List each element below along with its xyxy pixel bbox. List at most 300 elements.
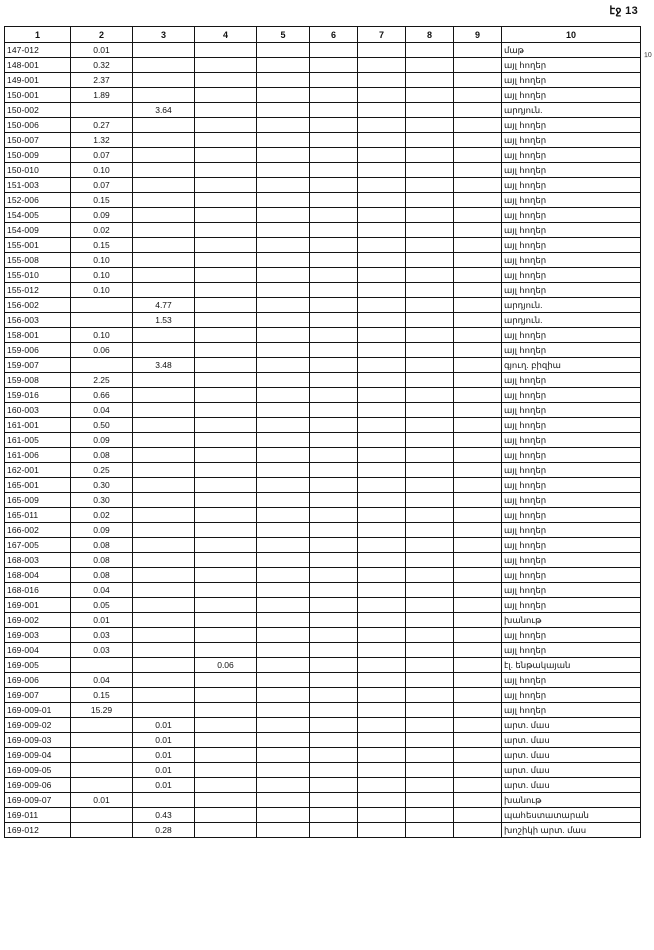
cell-value-col3 xyxy=(133,508,195,523)
cell-value-col9 xyxy=(454,253,502,268)
cell-value-col9 xyxy=(454,613,502,628)
cell-land-use: այլ հողեր xyxy=(502,523,641,538)
cell-parcel-code: 156-003 xyxy=(5,313,71,328)
cell-value-col2: 0.32 xyxy=(71,58,133,73)
cell-value-col2: 0.27 xyxy=(71,118,133,133)
cell-value-col4 xyxy=(195,688,257,703)
cell-value-col3 xyxy=(133,583,195,598)
cell-value-col2: 0.08 xyxy=(71,538,133,553)
cell-value-col4 xyxy=(195,523,257,538)
cell-value-col6 xyxy=(310,328,358,343)
cell-value-col9 xyxy=(454,133,502,148)
table-row xyxy=(5,553,641,568)
cell-value-col8 xyxy=(406,73,454,88)
cell-value-col8 xyxy=(406,793,454,808)
cell-parcel-code: 159-007 xyxy=(5,358,71,373)
cell-value-col4 xyxy=(195,328,257,343)
cell-value-col4 xyxy=(195,118,257,133)
table-row xyxy=(5,73,641,88)
cell-value-col3 xyxy=(133,688,195,703)
cell-value-col4 xyxy=(195,538,257,553)
cell-value-col7 xyxy=(358,358,406,373)
table-row xyxy=(5,673,641,688)
cell-value-col9 xyxy=(454,598,502,613)
cell-parcel-code: 158-001 xyxy=(5,328,71,343)
cell-land-use: արտ. մաս xyxy=(502,718,641,733)
cell-value-col5 xyxy=(257,148,310,163)
table-row xyxy=(5,238,641,253)
cell-value-col7 xyxy=(358,553,406,568)
table-row xyxy=(5,283,641,298)
cell-value-col7 xyxy=(358,463,406,478)
cell-value-col8 xyxy=(406,358,454,373)
cell-value-col6 xyxy=(310,223,358,238)
cell-value-col6 xyxy=(310,643,358,658)
cell-value-col6 xyxy=(310,403,358,418)
cell-value-col6 xyxy=(310,238,358,253)
cell-value-col3 xyxy=(133,703,195,718)
page-number-label: էջ 13 xyxy=(609,5,638,17)
cell-value-col4 xyxy=(195,268,257,283)
cell-value-col8 xyxy=(406,238,454,253)
cell-value-col7 xyxy=(358,238,406,253)
cell-value-col6 xyxy=(310,313,358,328)
table-row xyxy=(5,403,641,418)
table-row xyxy=(5,208,641,223)
cell-value-col8 xyxy=(406,163,454,178)
cell-value-col5 xyxy=(257,778,310,793)
cell-land-use: այլ հողեր xyxy=(502,223,641,238)
column-header-5: 5 xyxy=(257,27,310,43)
cell-value-col7 xyxy=(358,343,406,358)
table-row xyxy=(5,148,641,163)
cell-parcel-code: 150-002 xyxy=(5,103,71,118)
cell-land-use: խոշիկի արտ. մաս xyxy=(502,823,641,838)
column-header-7: 7 xyxy=(358,27,406,43)
cell-parcel-code: 150-010 xyxy=(5,163,71,178)
cell-value-col8 xyxy=(406,103,454,118)
cell-value-col6 xyxy=(310,508,358,523)
cell-value-col6 xyxy=(310,553,358,568)
cell-land-use: էլ. ենթակայան xyxy=(502,658,641,673)
land-registry-table-container xyxy=(4,26,640,838)
cell-value-col8 xyxy=(406,583,454,598)
cell-land-use: արդյուն. xyxy=(502,298,641,313)
cell-value-col7 xyxy=(358,208,406,223)
cell-land-use: այլ հողեր xyxy=(502,373,641,388)
cell-value-col6 xyxy=(310,613,358,628)
cell-value-col2: 0.30 xyxy=(71,478,133,493)
cell-parcel-code: 169-011 xyxy=(5,808,71,823)
table-row xyxy=(5,343,641,358)
cell-value-col5 xyxy=(257,103,310,118)
cell-value-col7 xyxy=(358,148,406,163)
cell-value-col2: 0.10 xyxy=(71,283,133,298)
cell-value-col7 xyxy=(358,373,406,388)
cell-land-use: այլ հողեր xyxy=(502,598,641,613)
cell-value-col6 xyxy=(310,598,358,613)
cell-value-col4 xyxy=(195,358,257,373)
cell-value-col6 xyxy=(310,568,358,583)
cell-value-col5 xyxy=(257,358,310,373)
cell-value-col9 xyxy=(454,238,502,253)
cell-value-col6 xyxy=(310,193,358,208)
cell-land-use: արդյուն. xyxy=(502,313,641,328)
cell-value-col8 xyxy=(406,553,454,568)
cell-value-col2: 0.10 xyxy=(71,163,133,178)
cell-land-use: մաթ xyxy=(502,43,641,58)
cell-value-col8 xyxy=(406,538,454,553)
cell-value-col3 xyxy=(133,268,195,283)
cell-value-col3 xyxy=(133,88,195,103)
cell-value-col5 xyxy=(257,598,310,613)
cell-value-col6 xyxy=(310,253,358,268)
cell-value-col5 xyxy=(257,508,310,523)
cell-value-col5 xyxy=(257,403,310,418)
cell-value-col9 xyxy=(454,823,502,838)
cell-parcel-code: 169-006 xyxy=(5,673,71,688)
cell-value-col4 xyxy=(195,718,257,733)
cell-value-col6 xyxy=(310,43,358,58)
cell-value-col3 xyxy=(133,43,195,58)
cell-parcel-code: 161-005 xyxy=(5,433,71,448)
cell-land-use: այլ հողեր xyxy=(502,688,641,703)
cell-value-col9 xyxy=(454,403,502,418)
cell-value-col6 xyxy=(310,268,358,283)
table-row xyxy=(5,793,641,808)
cell-value-col5 xyxy=(257,808,310,823)
cell-value-col8 xyxy=(406,88,454,103)
cell-parcel-code: 169-012 xyxy=(5,823,71,838)
cell-value-col4 xyxy=(195,88,257,103)
cell-land-use: այլ հողեր xyxy=(502,433,641,448)
cell-value-col2: 0.09 xyxy=(71,523,133,538)
column-header-2: 2 xyxy=(71,27,133,43)
cell-value-col2 xyxy=(71,298,133,313)
table-row xyxy=(5,433,641,448)
cell-parcel-code: 150-007 xyxy=(5,133,71,148)
cell-value-col6 xyxy=(310,583,358,598)
cell-value-col2 xyxy=(71,718,133,733)
cell-parcel-code: 169-009-05 xyxy=(5,763,71,778)
cell-value-col2 xyxy=(71,823,133,838)
cell-value-col4 xyxy=(195,373,257,388)
cell-value-col8 xyxy=(406,418,454,433)
cell-value-col9 xyxy=(454,358,502,373)
cell-value-col9 xyxy=(454,88,502,103)
cell-parcel-code: 150-006 xyxy=(5,118,71,133)
cell-parcel-code: 155-010 xyxy=(5,268,71,283)
cell-value-col4 xyxy=(195,583,257,598)
cell-value-col9 xyxy=(454,763,502,778)
cell-value-col8 xyxy=(406,478,454,493)
table-row xyxy=(5,388,641,403)
column-header-6: 6 xyxy=(310,27,358,43)
cell-value-col4 xyxy=(195,73,257,88)
cell-value-col9 xyxy=(454,808,502,823)
cell-value-col5 xyxy=(257,58,310,73)
cell-value-col8 xyxy=(406,118,454,133)
table-row xyxy=(5,313,641,328)
cell-parcel-code: 161-001 xyxy=(5,418,71,433)
cell-value-col7 xyxy=(358,253,406,268)
cell-value-col6 xyxy=(310,478,358,493)
cell-land-use: այլ հողեր xyxy=(502,703,641,718)
cell-parcel-code: 152-006 xyxy=(5,193,71,208)
cell-value-col2: 0.08 xyxy=(71,553,133,568)
cell-value-col8 xyxy=(406,748,454,763)
table-row xyxy=(5,178,641,193)
cell-parcel-code: 169-005 xyxy=(5,658,71,673)
cell-value-col9 xyxy=(454,433,502,448)
cell-land-use: այլ հողեր xyxy=(502,403,641,418)
cell-value-col9 xyxy=(454,343,502,358)
cell-parcel-code: 168-003 xyxy=(5,553,71,568)
cell-parcel-code: 154-005 xyxy=(5,208,71,223)
cell-parcel-code: 161-006 xyxy=(5,448,71,463)
cell-value-col7 xyxy=(358,643,406,658)
cell-value-col2: 0.05 xyxy=(71,598,133,613)
cell-land-use: այլ հողեր xyxy=(502,268,641,283)
cell-parcel-code: 155-012 xyxy=(5,283,71,298)
cell-value-col9 xyxy=(454,313,502,328)
cell-value-col5 xyxy=(257,313,310,328)
cell-value-col6 xyxy=(310,658,358,673)
cell-value-col8 xyxy=(406,223,454,238)
cell-value-col6 xyxy=(310,73,358,88)
cell-value-col7 xyxy=(358,568,406,583)
cell-value-col5 xyxy=(257,628,310,643)
cell-value-col9 xyxy=(454,118,502,133)
cell-value-col4 xyxy=(195,298,257,313)
table-row xyxy=(5,823,641,838)
cell-land-use: այլ հողեր xyxy=(502,193,641,208)
cell-value-col4 xyxy=(195,388,257,403)
cell-value-col6 xyxy=(310,433,358,448)
table-row xyxy=(5,493,641,508)
table-row xyxy=(5,598,641,613)
cell-value-col2: 0.30 xyxy=(71,493,133,508)
cell-land-use: այլ հողեր xyxy=(502,463,641,478)
cell-value-col9 xyxy=(454,268,502,283)
cell-value-col8 xyxy=(406,673,454,688)
cell-value-col7 xyxy=(358,628,406,643)
table-row xyxy=(5,448,641,463)
cell-value-col8 xyxy=(406,568,454,583)
cell-value-col9 xyxy=(454,553,502,568)
table-row xyxy=(5,808,641,823)
cell-land-use: այլ հողեր xyxy=(502,328,641,343)
cell-value-col3 xyxy=(133,253,195,268)
cell-value-col3 xyxy=(133,328,195,343)
cell-land-use: այլ հողեր xyxy=(502,478,641,493)
cell-value-col2: 0.07 xyxy=(71,178,133,193)
cell-value-col2: 2.37 xyxy=(71,73,133,88)
cell-value-col7 xyxy=(358,43,406,58)
cell-land-use: այլ հողեր xyxy=(502,538,641,553)
cell-value-col5 xyxy=(257,583,310,598)
cell-value-col7 xyxy=(358,88,406,103)
cell-value-col7 xyxy=(358,658,406,673)
cell-land-use: այլ հողեր xyxy=(502,568,641,583)
cell-value-col7 xyxy=(358,298,406,313)
cell-value-col5 xyxy=(257,388,310,403)
cell-value-col2 xyxy=(71,748,133,763)
table-body xyxy=(5,43,641,838)
cell-value-col7 xyxy=(358,403,406,418)
cell-value-col5 xyxy=(257,493,310,508)
cell-value-col4 xyxy=(195,163,257,178)
cell-value-col5 xyxy=(257,298,310,313)
cell-value-col3 xyxy=(133,643,195,658)
cell-value-col5 xyxy=(257,43,310,58)
cell-value-col8 xyxy=(406,328,454,343)
cell-value-col3: 0.01 xyxy=(133,763,195,778)
cell-value-col9 xyxy=(454,703,502,718)
cell-value-col5 xyxy=(257,193,310,208)
cell-value-col5 xyxy=(257,373,310,388)
cell-value-col4 xyxy=(195,58,257,73)
cell-value-col8 xyxy=(406,313,454,328)
cell-value-col7 xyxy=(358,418,406,433)
cell-land-use: խանութ xyxy=(502,793,641,808)
cell-value-col7 xyxy=(358,793,406,808)
cell-value-col6 xyxy=(310,178,358,193)
cell-value-col5 xyxy=(257,643,310,658)
table-row xyxy=(5,613,641,628)
cell-value-col3: 0.01 xyxy=(133,718,195,733)
cell-value-col2: 0.10 xyxy=(71,328,133,343)
cell-value-col5 xyxy=(257,823,310,838)
cell-value-col8 xyxy=(406,268,454,283)
cell-value-col7 xyxy=(358,328,406,343)
cell-land-use: արդյուն. xyxy=(502,103,641,118)
cell-parcel-code: 169-009-04 xyxy=(5,748,71,763)
cell-parcel-code: 160-003 xyxy=(5,403,71,418)
cell-value-col6 xyxy=(310,493,358,508)
cell-value-col4 xyxy=(195,823,257,838)
cell-value-col4 xyxy=(195,793,257,808)
cell-value-col7 xyxy=(358,808,406,823)
cell-value-col4 xyxy=(195,238,257,253)
cell-parcel-code: 169-009-01 xyxy=(5,703,71,718)
cell-value-col8 xyxy=(406,448,454,463)
table-row xyxy=(5,628,641,643)
cell-value-col4 xyxy=(195,418,257,433)
cell-value-col5 xyxy=(257,178,310,193)
cell-value-col3 xyxy=(133,163,195,178)
cell-value-col4 xyxy=(195,778,257,793)
cell-value-col3: 0.28 xyxy=(133,823,195,838)
cell-value-col6 xyxy=(310,823,358,838)
cell-value-col3 xyxy=(133,598,195,613)
cell-land-use: այլ հողեր xyxy=(502,163,641,178)
cell-value-col9 xyxy=(454,628,502,643)
cell-parcel-code: 154-009 xyxy=(5,223,71,238)
cell-value-col6 xyxy=(310,538,358,553)
cell-value-col9 xyxy=(454,163,502,178)
cell-value-col3 xyxy=(133,478,195,493)
cell-land-use: այլ հողեր xyxy=(502,238,641,253)
cell-value-col5 xyxy=(257,88,310,103)
cell-value-col4 xyxy=(195,733,257,748)
cell-value-col5 xyxy=(257,568,310,583)
cell-value-col5 xyxy=(257,703,310,718)
table-row xyxy=(5,748,641,763)
cell-value-col6 xyxy=(310,673,358,688)
cell-value-col3 xyxy=(133,553,195,568)
cell-parcel-code: 169-004 xyxy=(5,643,71,658)
cell-value-col2: 0.15 xyxy=(71,688,133,703)
table-row xyxy=(5,328,641,343)
cell-value-col7 xyxy=(358,388,406,403)
cell-value-col2 xyxy=(71,658,133,673)
cell-value-col3 xyxy=(133,118,195,133)
cell-parcel-code: 169-009-06 xyxy=(5,778,71,793)
cell-value-col3: 0.43 xyxy=(133,808,195,823)
cell-value-col8 xyxy=(406,463,454,478)
column-header-8: 8 xyxy=(406,27,454,43)
cell-value-col9 xyxy=(454,718,502,733)
cell-value-col6 xyxy=(310,343,358,358)
cell-land-use: այլ հողեր xyxy=(502,343,641,358)
table-row xyxy=(5,58,641,73)
cell-value-col5 xyxy=(257,673,310,688)
cell-value-col4 xyxy=(195,553,257,568)
cell-value-col4 xyxy=(195,103,257,118)
cell-land-use: պահեստատարան xyxy=(502,808,641,823)
cell-value-col9 xyxy=(454,58,502,73)
cell-value-col4 xyxy=(195,403,257,418)
cell-value-col8 xyxy=(406,58,454,73)
margin-annotation: 10 xyxy=(644,51,653,60)
cell-value-col5 xyxy=(257,658,310,673)
table-row xyxy=(5,103,641,118)
cell-land-use: այլ հողեր xyxy=(502,553,641,568)
cell-parcel-code: 169-003 xyxy=(5,628,71,643)
cell-parcel-code: 168-004 xyxy=(5,568,71,583)
cell-value-col3 xyxy=(133,283,195,298)
cell-value-col7 xyxy=(358,73,406,88)
cell-land-use: արտ. մաս xyxy=(502,778,641,793)
cell-value-col4 xyxy=(195,613,257,628)
cell-parcel-code: 169-009-02 xyxy=(5,718,71,733)
cell-value-col4 xyxy=(195,178,257,193)
cell-value-col9 xyxy=(454,523,502,538)
cell-value-col6 xyxy=(310,133,358,148)
cell-value-col7 xyxy=(358,133,406,148)
cell-value-col6 xyxy=(310,628,358,643)
cell-value-col7 xyxy=(358,163,406,178)
cell-parcel-code: 159-016 xyxy=(5,388,71,403)
cell-value-col9 xyxy=(454,778,502,793)
cell-value-col3 xyxy=(133,568,195,583)
cell-value-col3 xyxy=(133,388,195,403)
cell-parcel-code: 167-005 xyxy=(5,538,71,553)
cell-value-col2 xyxy=(71,808,133,823)
cell-value-col4 xyxy=(195,433,257,448)
cell-value-col5 xyxy=(257,208,310,223)
cell-value-col5 xyxy=(257,118,310,133)
cell-land-use: այլ հողեր xyxy=(502,418,641,433)
cell-value-col7 xyxy=(358,478,406,493)
cell-value-col2: 0.04 xyxy=(71,403,133,418)
table-row xyxy=(5,193,641,208)
cell-value-col2 xyxy=(71,733,133,748)
cell-value-col4 xyxy=(195,703,257,718)
cell-value-col9 xyxy=(454,733,502,748)
cell-value-col5 xyxy=(257,448,310,463)
